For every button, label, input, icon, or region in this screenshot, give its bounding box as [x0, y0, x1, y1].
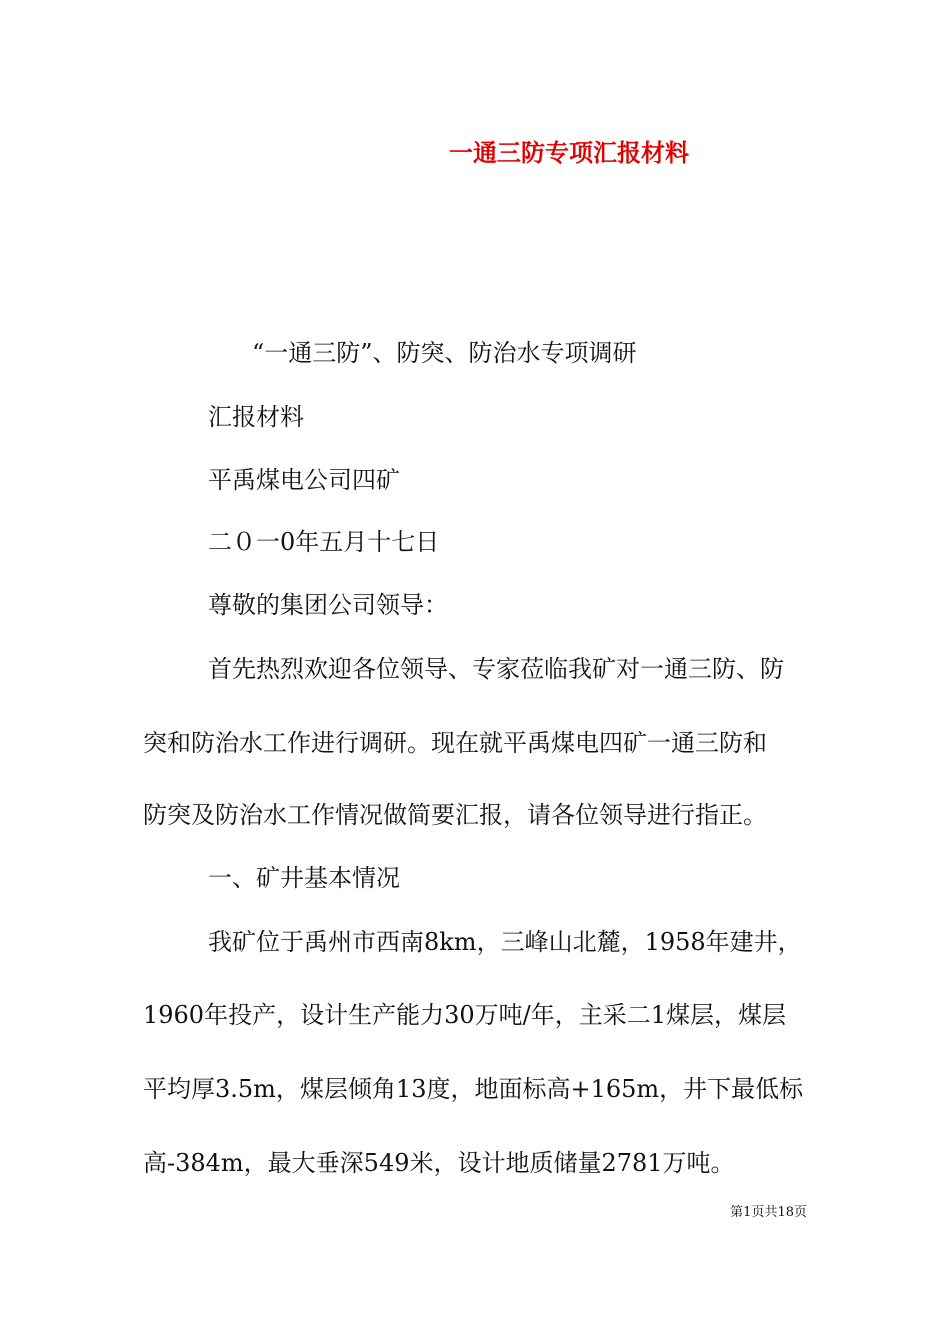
- paragraph-line: 我矿位于禹州市西南8km，三峰山北麓，1958年建井，: [208, 928, 802, 956]
- paragraph-line: 防突及防治水工作情况做简要汇报，请各位领导进行指正。: [143, 801, 767, 829]
- paragraph-line: 突和防治水工作进行调研。现在就平禹煤电四矿一通三防和: [143, 729, 767, 757]
- report-label: 汇报材料: [208, 403, 304, 431]
- company-name: 平禹煤电公司四矿: [208, 466, 400, 494]
- salutation: 尊敬的集团公司领导：: [208, 591, 448, 619]
- paragraph-line: 1960年投产，设计生产能力30万吨/年，主采二1煤层，煤层: [143, 1001, 786, 1029]
- subtitle: “一通三防”、防突、防治水专项调研: [252, 339, 637, 367]
- document-title: 一通三防专项汇报材料: [449, 138, 689, 167]
- page-number: 第1页共18页: [730, 1205, 807, 1220]
- report-date: 二０一0年五月十七日: [208, 528, 440, 556]
- paragraph-line: 平均厚3.5m，煤层倾角13度，地面标高+165m，井下最低标: [143, 1075, 804, 1103]
- section-heading: 一、矿井基本情况: [208, 864, 400, 892]
- paragraph-line: 高-384m，最大垂深549米，设计地质储量2781万吨。: [143, 1149, 735, 1177]
- paragraph-line: 首先热烈欢迎各位领导、专家莅临我矿对一通三防、防: [208, 655, 784, 683]
